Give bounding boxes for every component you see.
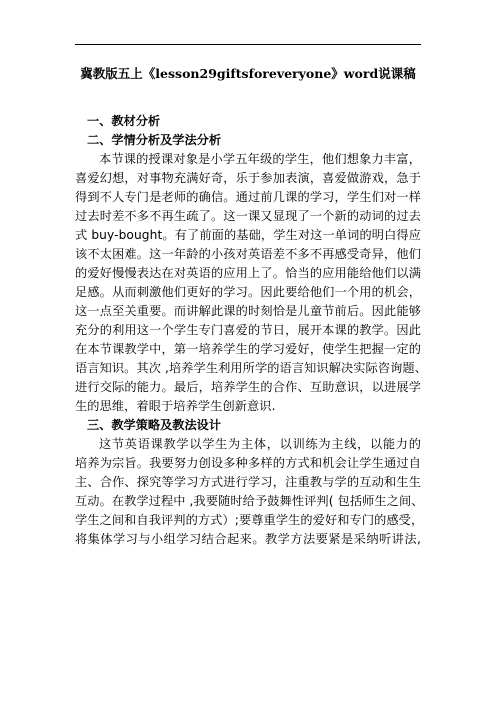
text-line: 这节英语课教学以学生为主体，以训练为主线，以能力的 xyxy=(99,437,421,451)
text-line: 在本节课教学中，第一培养学生的学习爱好，使学生把握一定的 xyxy=(75,342,421,356)
section-heading-teaching-strategy: 三、教学策略及教法设计 xyxy=(87,418,222,432)
text-line: 将集体学习与小组学习结合起来。教学方法要紧是采纳听讲法, xyxy=(75,532,421,546)
document-title: 冀教版五上《lesson29giftsforeveryone》word说课稿 xyxy=(80,66,416,81)
text-line: 本节课的授课对象是小学五年级的学生，他们想象力丰富， xyxy=(99,152,421,166)
text-line: 语言知识。其次 ,培养学生利用所学的语言知识解决实际咨询题、 xyxy=(75,361,427,375)
text-line: 互动。在教学过程中 ,我要随时给予鼓舞性评判( 包括师生之间、 xyxy=(75,494,424,508)
document-body xyxy=(75,112,427,549)
section-heading-learner-analysis: 二、学情分析及学法分析 xyxy=(87,133,222,147)
text-line: 足感。从而刺激他们更好的学习。因此要给他们一个用的机会， xyxy=(75,285,421,299)
paragraph-learner-analysis xyxy=(75,150,427,416)
text-line: 的爱好慢慢表达在对英语的应用上了。恰当的应用能给他们以满 xyxy=(75,266,421,280)
text-line: 喜爱幻想，对事物充满好奇，乐于参加表演，喜爱做游戏，急于 xyxy=(75,171,421,185)
paragraph-teaching-strategy xyxy=(75,435,424,549)
text-line: 进行交际的能力。最后，培养学生的合作、互助意识，以进展学 xyxy=(75,380,421,394)
text-line: 培养为宗旨。我要努力创设多种多样的方式和机会让学生通过自 xyxy=(75,456,421,470)
header-rule xyxy=(75,44,421,45)
text-line: 生的思维，着眼于培养学生创新意识. xyxy=(75,399,276,413)
text-line: 得到不人专门是老师的确信。通过前几课的学习，学生们对一样 xyxy=(75,190,421,204)
text-line: 充分的利用这一个学生专门喜爱的节日，展开本课的教学。因此 xyxy=(75,323,421,337)
text-line: 主、合作、探究等学习方式进行学习，注重教与学的互动和生生 xyxy=(75,475,421,489)
text-line: 这一点至关重要。而讲解此课的时刻恰是儿童节前后。因此能够 xyxy=(75,304,421,318)
text-line: 式 buy-bought。有了前面的基础，学生对这一单词的明白得应 xyxy=(75,228,421,242)
text-line: 学生之间和自我评判的方式）;要尊重学生的爱好和专门的感受， xyxy=(75,513,424,527)
section-heading-textbook-analysis: 一、教材分析 xyxy=(87,114,161,128)
text-line: 该不太困难。这一年龄的小孩对英语差不多不再感受奇异，他们 xyxy=(75,247,421,261)
text-line: 过去时差不多不再生疏了。这一课又显现了一个新的动词的过去 xyxy=(75,209,421,223)
